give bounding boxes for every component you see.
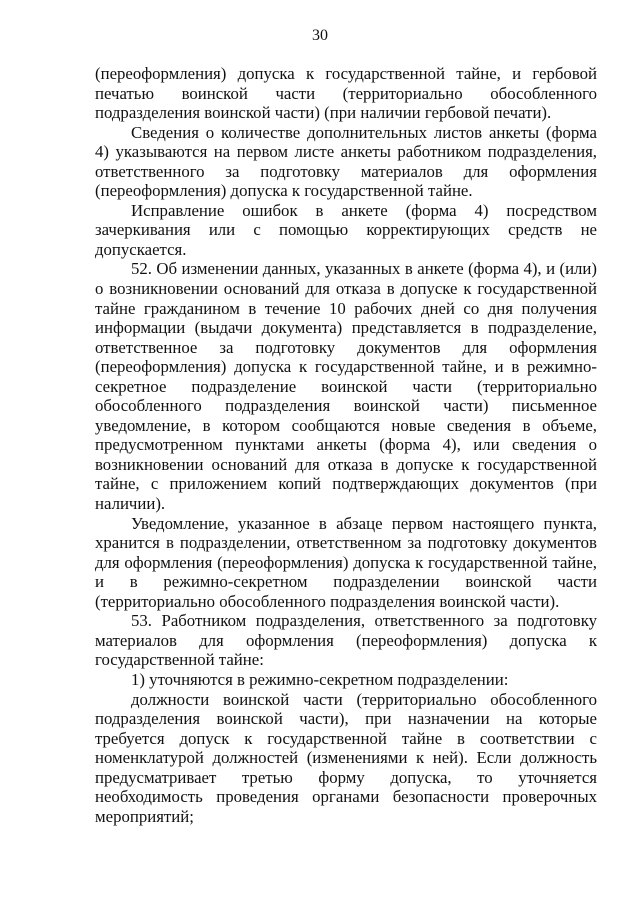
paragraph: (переоформления) допуска к государственной тайне, и гербовой печатью воинской части (территориально обособленного подразделения воинской части) (при наличии гербовой печати). (95, 64, 597, 123)
paragraph: Сведения о количестве дополнительных листов анкеты (форма 4) указываются на первом листе анкеты работником подразделения, ответственного за подготовку материалов для оформления (переоформления) допуска к государственной тайне. (95, 122, 597, 201)
paragraph: Уведомление, указанное в абзаце первом настоящего пункта, хранится в подразделении, ответственном за подготовку документов для оформления (переоформления) допуска к государственной тайне, и в режимно-секретном подразделении воинской части (территориально обособленного подразделения воинской части). (95, 513, 597, 611)
paragraph-subitem-1: 1) уточняются в режимно-секретном подразделении: (131, 669, 509, 689)
paragraph: должности воинской части (территориально обособленного подразделения воинской части), при назначении на которые требуется допуск к государственной тайне в соответствии с номенклатурой должностей (изменениями к ней). Если должность предусматривает третью форму допуска, то уточняется необходимость проведения органами безопасности проверочных мероприятий; (95, 689, 597, 826)
page-number: 30 (312, 27, 328, 44)
paragraph-item-52: 52. Об изменении данных, указанных в анкете (форма 4), и (или) о возникновении оснований для отказа в допуске к государственной тайне гражданином в течение 10 рабочих дней со дня получения информации (выдачи документа) представляется в подразделение, ответственное за подготовку документов для оформления (переоформления) допуска к государственной тайне, и в режимно-секретное подразделение воинской части (территориально обособленного подразделения воинской части) письменное уведомление, в котором сообщаются новые сведения в объеме, предусмотренном пунктами анкеты (форма 4), или сведения о возникновении оснований для отказа в допуске к государственной тайне, с приложением копий подтверждающих документов (при наличии). (95, 259, 597, 514)
paragraph-item-53: 53. Работником подразделения, ответственного за подготовку материалов для оформления (переоформления) допуска к государственной тайне: (95, 611, 597, 670)
document-body (95, 64, 597, 826)
paragraph: Исправление ошибок в анкете (форма 4) посредством зачеркивания или с помощью корректирующих средств не допускается. (95, 200, 597, 259)
